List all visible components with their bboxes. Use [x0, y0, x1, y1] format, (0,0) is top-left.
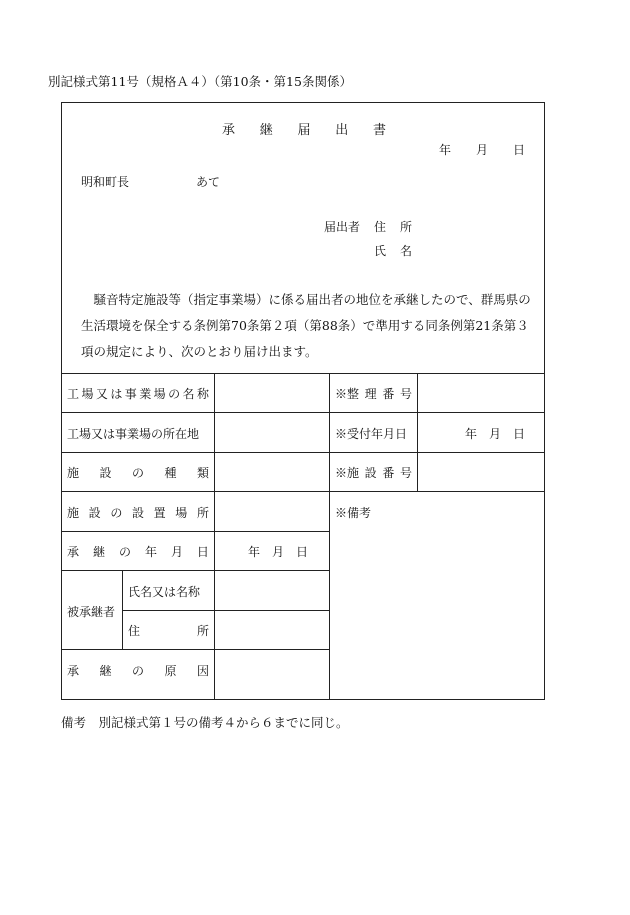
facility-number-label: ※施 設 番 号 [335, 466, 412, 480]
form-number-label: 別記様式第11号（規格Ａ４）（第10条・第15条関係） [48, 74, 352, 89]
row-divider [61, 531, 329, 532]
column-divider [329, 373, 330, 699]
remarks-label: ※備考 [335, 506, 372, 520]
row-divider [61, 649, 329, 650]
applicant-address-label: 住 所 [374, 220, 412, 234]
registration-number-label: ※整 理 番 号 [335, 387, 412, 401]
applicant-name-label: 氏 名 [374, 244, 412, 258]
factory-location-label: 工場又は事業場の所在地 [67, 427, 200, 441]
succession-date-value: 年 月 日 [248, 545, 308, 559]
succession-date-label: 承 継 の 年 月 日 [67, 545, 209, 559]
notification-body: 騒音特定施設等（指定事業場）に係る届出者の地位を承継したので、群馬県の生活環境を保全する条例第70条第２項（第88条）で準用する同条例第21条第３項の規定により、次のとおり届け出ます。 [81, 292, 531, 359]
column-divider [122, 570, 123, 649]
row-divider [122, 610, 329, 611]
addressee-suffix: あて [196, 175, 221, 189]
column-divider [417, 373, 418, 491]
applicant-label: 届出者 [324, 220, 361, 234]
predecessor-address-label: 住 所 [128, 624, 209, 638]
receipt-date-value: 年 月 日 [465, 427, 525, 441]
facility-location-label: 施 設 の 設 置 場 所 [67, 506, 209, 520]
footnote: 備考 別記様式第１号の備考４から６までに同じ。 [61, 715, 349, 730]
form-title: 承 継 届 出 書 [222, 123, 386, 138]
table-top-border [61, 373, 545, 374]
succession-reason-label: 承 継 の 原 因 [67, 664, 209, 678]
addressee: 明和町長 [81, 175, 130, 189]
predecessor-label: 被承継者 [67, 605, 116, 619]
row-divider [61, 491, 545, 492]
facility-type-label: 施 設 の 種 類 [67, 466, 209, 480]
receipt-date-label: ※受付年月日 [335, 427, 408, 441]
factory-name-label: 工 場 又 は 事 業 場 の 名 称 [67, 387, 209, 401]
submission-date: 年 月 日 [439, 143, 525, 157]
predecessor-name-label: 氏名又は名称 [128, 585, 201, 599]
column-divider [214, 373, 215, 699]
row-divider [61, 452, 545, 453]
row-divider [61, 412, 545, 413]
row-divider [61, 570, 329, 571]
